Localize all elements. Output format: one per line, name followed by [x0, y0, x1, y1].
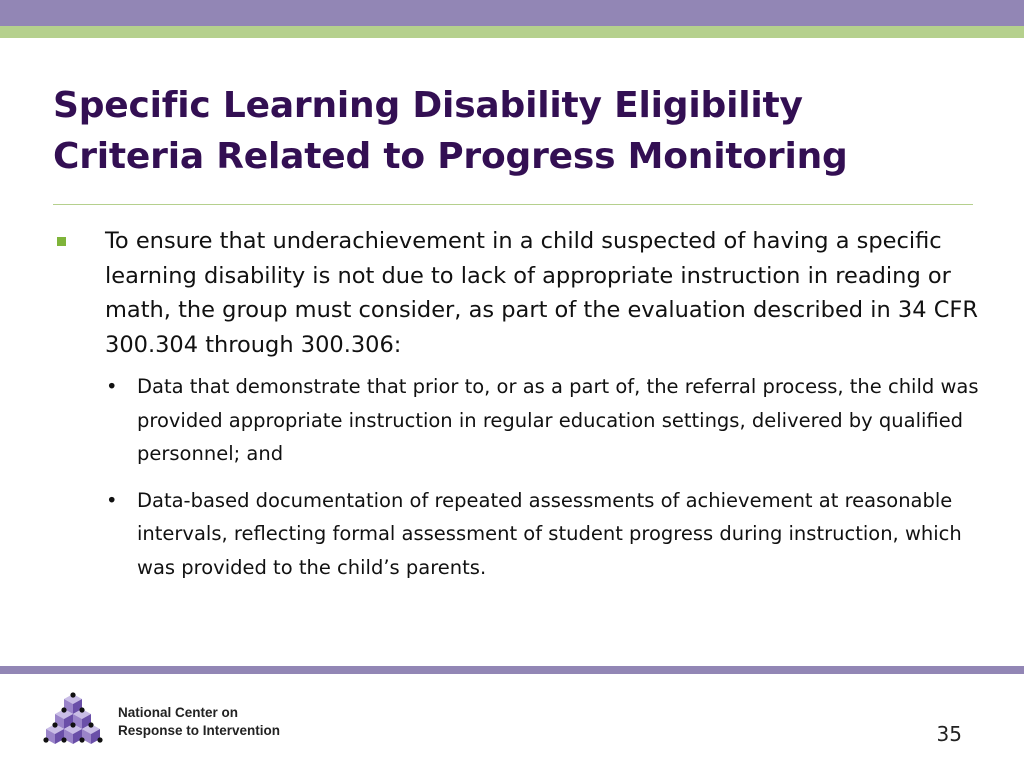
- slide-body: [53, 224, 983, 597]
- slide-title: [53, 80, 993, 182]
- footer-divider-band: [0, 666, 1024, 674]
- rti-cubes-logo-icon: [38, 689, 106, 757]
- org-name: [118, 704, 280, 740]
- title-divider: [53, 204, 973, 205]
- org-line-2: Response to Intervention: [118, 723, 281, 738]
- sub-bullet-text-1: Data that demonstrate that prior to, or as a part of, the referral process, the child was provided appropriate instruction in regular education settings, delivered by qualified personnel; and: [137, 375, 979, 465]
- square-bullet-icon: [57, 237, 66, 246]
- org-line-1: National Center on: [118, 705, 239, 720]
- main-bullet-item: [53, 224, 983, 362]
- sub-bullet-text-2: Data-based documentation of repeated assessments of achievement at reasonable intervals, reflecting formal assessment of student progress during instruction, which was provided to the child’s parents.: [137, 488, 962, 579]
- title-line-2: Criteria Related to Progress Monitoring: [53, 136, 848, 177]
- title-line-1: Specific Learning Disability Eligibility: [53, 85, 803, 126]
- dot-bullet-icon: •: [106, 375, 118, 398]
- sub-bullet-item-2: [105, 484, 983, 585]
- slide-number: 35: [936, 722, 962, 746]
- top-purple-band: [0, 0, 1024, 26]
- sub-bullet-item-1: [105, 370, 983, 471]
- dot-bullet-icon: •: [106, 488, 118, 512]
- top-green-band: [0, 26, 1024, 38]
- sub-bullet-list: [53, 370, 983, 584]
- main-bullet-text: To ensure that underachievement in a child suspected of having a specific learning disability is not due to lack of appropriate instruction in reading or math, the group must consider, as part of the evaluation described in 34 CFR 300.304 through 300.306:: [105, 228, 978, 358]
